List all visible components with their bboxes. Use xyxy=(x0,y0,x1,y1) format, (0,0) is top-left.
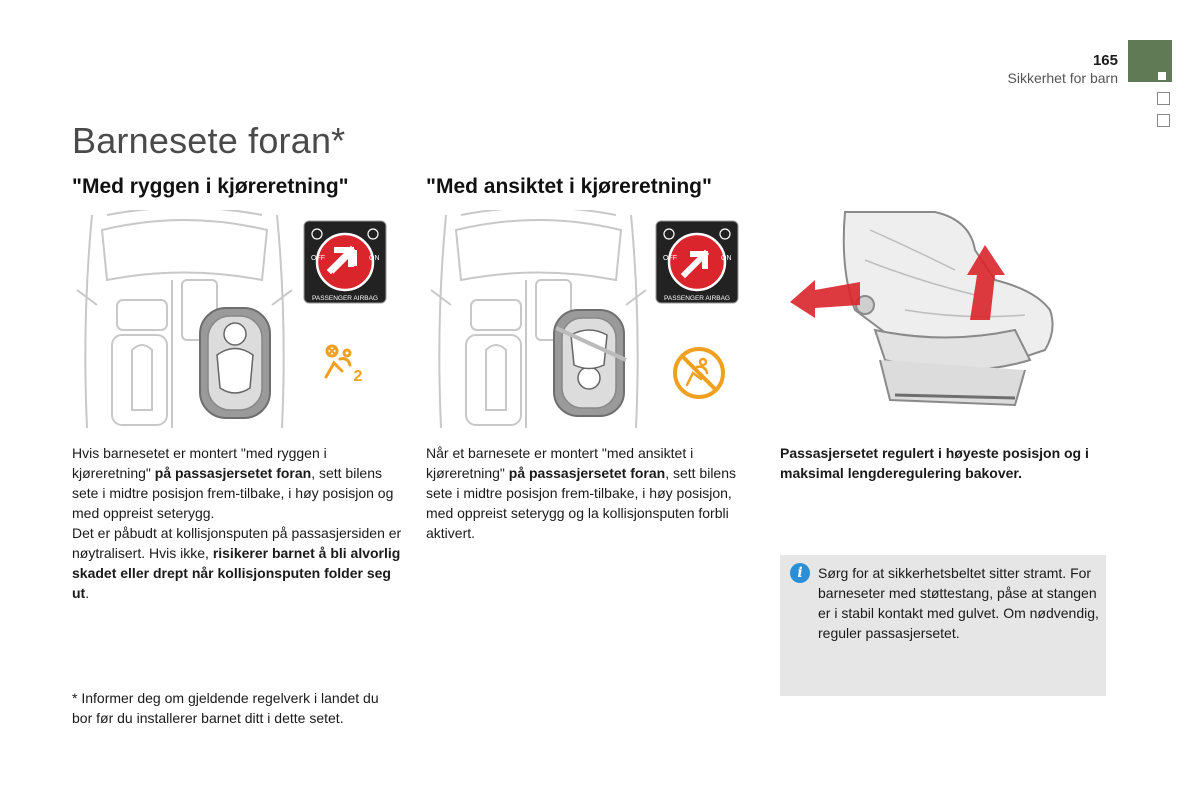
off-label: OFF xyxy=(311,255,325,262)
passenger-seat-illustration xyxy=(785,210,1060,415)
page-title: Barnesete foran* xyxy=(72,120,346,161)
rear-facing-text: , sett bilens sete i midtre posisjon frem-tilbake, i høy posisjon og med oppreist seterygg. xyxy=(72,465,394,521)
airbag-off-warning-icon xyxy=(320,343,366,385)
rear-facing-instructions xyxy=(72,443,402,603)
section-tab-marker xyxy=(1158,72,1166,80)
info-text: Sørg for at sikkerhetsbeltet sitter stramt. For barneseter med støttestang, påse at stangen er i stabil kontakt med gulvet. Om nødvendig, reguler passasjersetet. xyxy=(818,565,1099,641)
section-indicator-square xyxy=(1157,114,1170,127)
forward-facing-heading: "Med ansiktet i kjøreretning" xyxy=(426,175,712,198)
rear-facing-text: Hvis barnesetet er montert "med ryggen i kjøreretning" xyxy=(72,445,327,481)
airbag-on-prohibited-icon xyxy=(671,345,727,401)
forward-facing-text-bold: på passasjersetet foran xyxy=(508,465,666,481)
section-name: Sikkerhet for barn xyxy=(1007,70,1118,86)
forward-facing-instructions xyxy=(426,443,736,543)
seat-position-caption: Passasjersetet regulert i høyeste posisjon og i maksimal lengderegulering bakover. xyxy=(780,445,1089,481)
footnote: * Informer deg om gjeldende regelverk i landet du bor før du installerer barnet ditt i dette setet. xyxy=(72,690,379,726)
rear-facing-warning-bold: risikerer barnet å bli alvorlig skadet eller drept når kollisjonsputen folder seg ut xyxy=(72,545,401,601)
airbag-label-text: PASSENGER AIRBAG xyxy=(664,295,730,302)
passenger-airbag-label-off xyxy=(303,220,387,304)
rear-facing-warning-text: Det er påbudt at kollisjonsputen på passasjersiden er nøytralisert. Hvis ikke, xyxy=(72,525,402,561)
rear-facing-child-seat xyxy=(200,308,270,418)
page-number: 165 xyxy=(1092,52,1118,69)
info-icon: i xyxy=(790,563,810,583)
on-label: ON xyxy=(721,255,732,262)
passenger-airbag-label-on xyxy=(655,220,739,304)
forward-facing-text: Når et barnesete er montert "med ansiktet i kjøreretning" xyxy=(426,445,694,481)
airbag-label-text: PASSENGER AIRBAG xyxy=(312,295,378,302)
section-indicator-square xyxy=(1157,92,1170,105)
forward-facing-car-illustration xyxy=(426,210,651,430)
rear-facing-warning-text: . xyxy=(85,585,90,601)
rear-facing-text-bold: på passasjersetet foran xyxy=(154,465,312,481)
rear-facing-car-illustration xyxy=(72,210,297,430)
on-label: ON xyxy=(369,255,380,262)
off-label: OFF xyxy=(663,255,677,262)
warning-number: 2 xyxy=(353,368,363,385)
seat-backward-arrow xyxy=(790,280,860,318)
rear-facing-heading: "Med ryggen i kjøreretning" xyxy=(72,175,349,198)
forward-facing-text: , sett bilens sete i midtre posisjon frem-tilbake, i høy posisjon, med oppreist seterygg og la kollisjonsputen forbli aktivert. xyxy=(426,465,737,541)
forward-facing-child-seat xyxy=(554,310,626,416)
